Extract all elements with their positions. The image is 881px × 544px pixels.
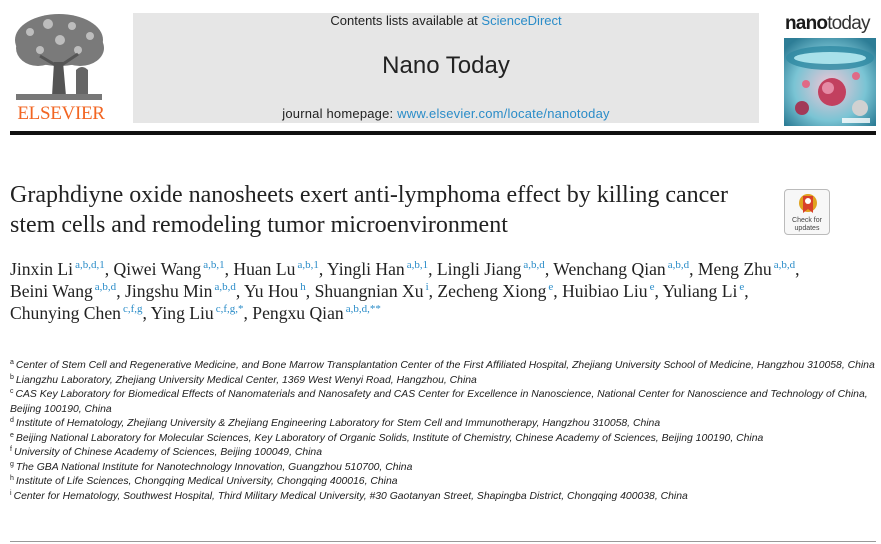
affiliation-key: d — [10, 417, 14, 424]
elsevier-tree-icon — [10, 10, 108, 102]
author-name-text: Huibiao Liu — [562, 281, 648, 301]
publisher-name: ELSEVIER — [17, 103, 105, 124]
author-name[interactable] — [10, 281, 116, 301]
author-name[interactable] — [252, 303, 381, 323]
author-affiliation-marks[interactable]: c,f,g — [122, 303, 143, 315]
cover-wordmark — [785, 13, 875, 35]
author-affiliation-marks[interactable]: a,b,1 — [297, 259, 319, 271]
footer-rule — [10, 541, 876, 542]
affiliation-text: Center for Hematology, Southwest Hospital, Third Military Medical University, #30 Gaotanyan Street, Shapingba District, Chongqing 400038, China — [13, 490, 688, 502]
author-affiliation-marks[interactable]: a,b,d — [773, 259, 796, 271]
author-name-text: Jingshu Min — [124, 281, 213, 301]
bookmark-icon — [798, 193, 818, 217]
author-name[interactable] — [233, 259, 318, 279]
author-affiliation-marks[interactable]: a,b,d — [214, 281, 236, 293]
author-name-text: Qiwei Wang — [113, 259, 202, 279]
cover-word-part1: nano — [785, 13, 828, 34]
affiliation-item — [10, 475, 875, 490]
affiliation-key: e — [10, 431, 14, 439]
contents-prefix: Contents lists available at — [330, 13, 478, 28]
affiliation-text: Institute of Hematology, Zhejiang University & Zhejiang Engineering Laboratory for Stem Cell and Immunotherapy, Hangzhou 310058, China — [15, 418, 661, 429]
affiliation-item — [10, 446, 875, 461]
affiliation-item — [10, 417, 875, 432]
sciencedirect-link[interactable]: ScienceDirect — [481, 13, 562, 28]
author-name-text: Shuangnian Xu — [314, 281, 424, 301]
author-affiliation-marks[interactable]: c,f,g,* — [215, 303, 244, 315]
author-affiliation-marks[interactable]: a,b,1 — [406, 259, 429, 271]
affiliation-key: b — [10, 373, 14, 381]
affiliation-key: a — [10, 359, 14, 366]
author-affiliation-marks[interactable]: a,b,d — [667, 259, 690, 271]
author-name[interactable] — [553, 259, 689, 279]
author-name[interactable] — [244, 281, 306, 301]
author-name[interactable] — [125, 281, 236, 301]
contents-line — [133, 13, 759, 28]
affiliation-key: f — [10, 446, 12, 453]
author-name[interactable] — [114, 259, 225, 279]
cover-word-part2: today — [827, 13, 870, 34]
affiliation-item — [10, 461, 875, 476]
author-name-text: Yu Hou — [244, 281, 299, 301]
author-name-text: Lingli Jiang — [436, 259, 522, 279]
author-affiliation-marks[interactable]: e — [649, 281, 655, 293]
author-affiliation-marks[interactable]: e — [739, 281, 745, 293]
author-name[interactable] — [698, 259, 795, 279]
author-name-text: Jinxin Li — [10, 259, 74, 279]
affiliation-item — [10, 388, 875, 417]
author-affiliation-marks[interactable]: a,b,d,** — [345, 303, 381, 315]
author-affiliation-marks[interactable]: i — [425, 281, 429, 293]
author-name[interactable] — [327, 259, 428, 279]
header-rule — [10, 131, 876, 135]
elsevier-logo — [6, 6, 110, 124]
author-affiliation-marks[interactable]: a,b,d — [94, 281, 117, 293]
homepage-prefix: journal homepage: — [282, 106, 394, 121]
author-name-text: Yuliang Li — [662, 281, 738, 301]
journal-banner — [133, 13, 759, 123]
affiliation-key: c — [10, 388, 14, 395]
author-name[interactable] — [10, 259, 105, 279]
author-name-text: Wenchang Qian — [553, 259, 666, 279]
author-name-text: Meng Zhu — [697, 259, 772, 279]
affiliation-key: h — [10, 475, 14, 482]
affiliation-key: g — [10, 460, 14, 468]
check-for-updates-label: Check for updates — [792, 217, 822, 232]
author-name-text: Pengxu Qian — [252, 303, 344, 323]
journal-homepage-link[interactable]: www.elsevier.com/locate/nanotoday — [397, 106, 610, 121]
author-name-text: Yingli Han — [326, 259, 405, 279]
author-affiliation-marks[interactable]: a,b,d — [523, 259, 545, 271]
affiliation-text: Beijing National Laboratory for Molecular Sciences, Key Laboratory of Organic Solids, Institute of Chemistry, Chinese Academy of Sciences, Beijing 100190, China — [15, 432, 764, 444]
affiliation-text: University of Chinese Academy of Sciences, Beijing 100049, China — [13, 447, 322, 458]
author-name[interactable] — [151, 303, 244, 323]
affiliation-list — [10, 359, 875, 504]
author-name[interactable] — [437, 259, 545, 279]
article-title: Graphdiyne oxide nanosheets exert anti-lymphoma effect by killing cancer stem cells and remodeling tumor microenvironment — [10, 182, 728, 238]
affiliation-key: i — [10, 489, 12, 497]
author-affiliation-marks[interactable]: e — [548, 281, 554, 293]
affiliation-item — [10, 374, 875, 389]
author-name[interactable] — [315, 281, 429, 301]
affiliation-text: CAS Key Laboratory for Biomedical Effects of Nanomaterials and Nanosafety and CAS Center for Excellence in Nanoscience, National Center for Nanoscience and Technology of China, Beijing 100190, China — [10, 389, 868, 415]
affiliation-text: Institute of Life Sciences, Chongqing Medical University, Chongqing 400016, China — [15, 476, 398, 487]
author-list: Jinxin Li $^{a,b,d,1}$, Qiwei Wang $^{a,b,1}$, Huan Lu $^{a,b,1}$, Yingli Han $^{a,b,1}$, Lingli Jiang $^{a,b,d}$, Wenchang Qian $^{a,b,d}$, Meng Zhu $^{a,b,d}$, Beini Wang $^{a,b,d}$, Jingshu Min $^{a,b,d}$, Yu Hou $^h$, Shuangnian Xu $^i$, Zecheng Xiong $^e$, Huibiao Liu $^e$, Yuliang Li $^e$, Chunying Chen $^{c,f,g}$, Ying Liu $^{c,f,g,*}$, Pengxu Qian $^{a,b,d,**}$ — [10, 259, 800, 323]
author-name[interactable] — [562, 281, 654, 301]
author-name-text: Beini Wang — [10, 281, 93, 301]
author-name[interactable] — [10, 303, 143, 323]
author-affiliation-marks[interactable]: a,b,d,1 — [75, 259, 105, 271]
author-name-text: Huan Lu — [233, 259, 296, 279]
journal-name: Nano Today — [382, 52, 510, 79]
author-affiliation-marks[interactable]: a,b,1 — [203, 259, 225, 271]
author-affiliation-marks[interactable]: h — [300, 281, 306, 293]
homepage-line — [133, 106, 759, 121]
author-name-text: Zecheng Xiong — [437, 281, 547, 301]
author-name[interactable] — [437, 281, 553, 301]
affiliation-item — [10, 359, 875, 374]
journal-cover[interactable] — [784, 0, 878, 126]
author-name-text: Chunying Chen — [10, 303, 121, 323]
check-for-updates-badge[interactable] — [784, 189, 830, 235]
author-name-text: Ying Liu — [150, 303, 214, 323]
cover-art-image — [784, 38, 876, 126]
affiliation-text: Liangzhu Laboratory, Zhejiang University Medical Center, 1369 West Wenyi Road, Hangzhou, China — [15, 374, 477, 386]
author-name[interactable] — [663, 281, 745, 301]
affiliation-item — [10, 432, 875, 447]
affiliation-text: The GBA National Institute for Nanotechnology Innovation, Guangzhou 510700, China — [15, 461, 413, 473]
affiliation-item — [10, 490, 875, 505]
affiliation-text: Center of Stem Cell and Regenerative Medicine, and Bone Marrow Transplantation Center of the First Affiliated Hospital, Zhejiang University School of Medicine, Hangzhou 310058, China — [15, 360, 875, 371]
